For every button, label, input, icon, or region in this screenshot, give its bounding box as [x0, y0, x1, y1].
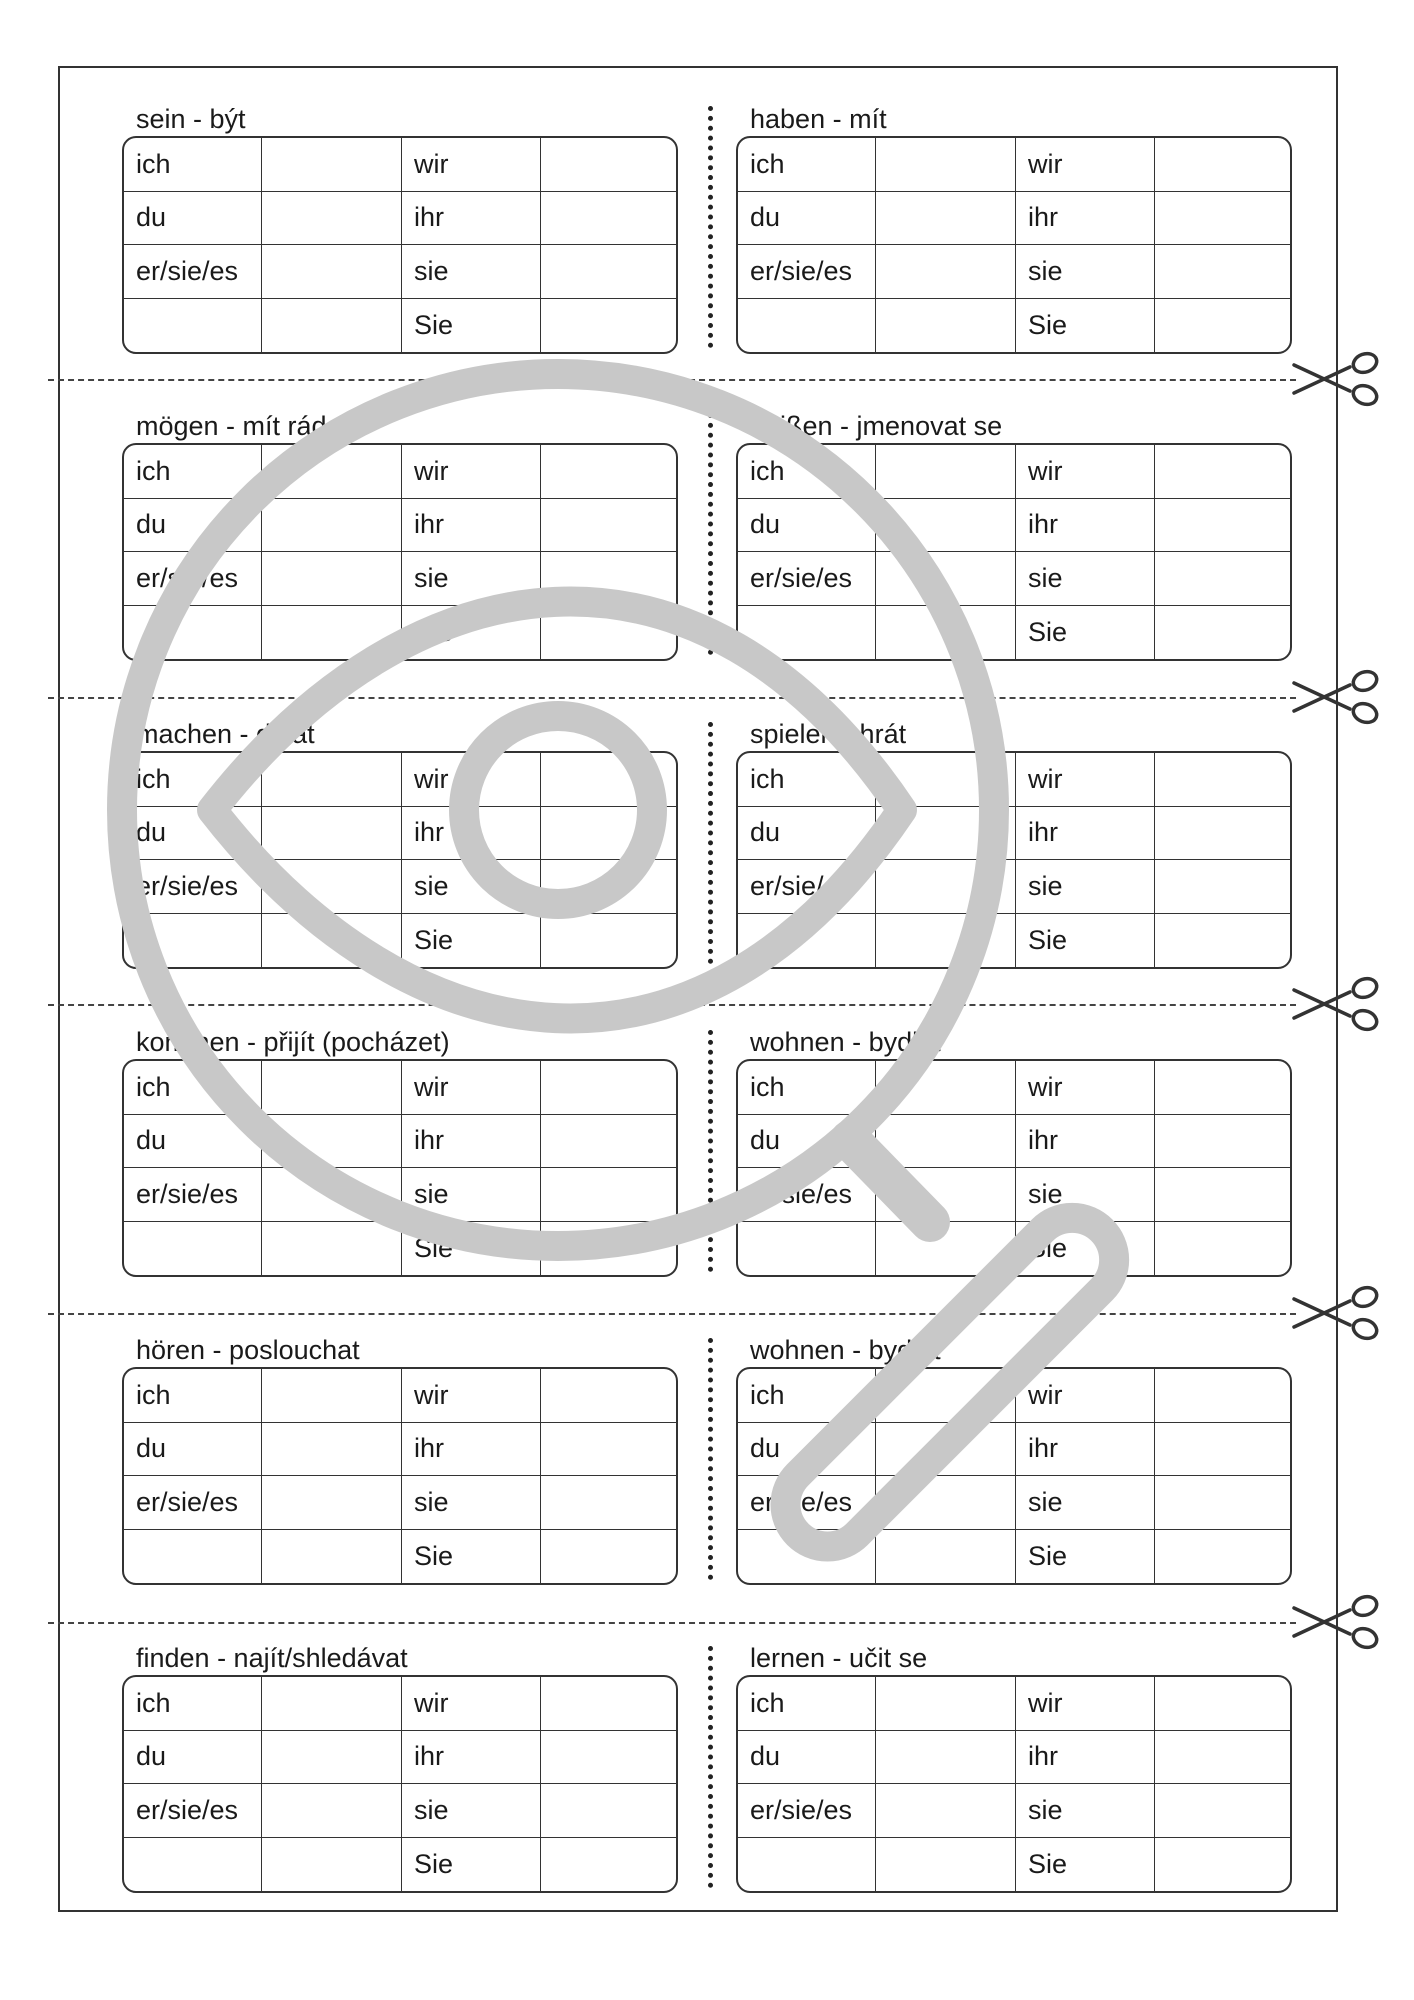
pronoun-cell: du [124, 499, 262, 553]
scissors-icon [1290, 1284, 1382, 1342]
answer-cell[interactable] [262, 1222, 402, 1276]
pronoun-cell: Sie [1016, 1838, 1155, 1892]
pronoun-cell [124, 914, 262, 968]
answer-cell[interactable] [1155, 499, 1290, 553]
answer-cell[interactable] [1155, 914, 1290, 968]
answer-cell[interactable] [541, 1115, 676, 1169]
answer-cell[interactable] [1155, 1061, 1290, 1115]
answer-cell[interactable] [262, 1731, 402, 1785]
pronoun-cell [738, 914, 876, 968]
pronoun-cell: sie [1016, 245, 1155, 299]
pronoun-cell: Sie [1016, 914, 1155, 968]
verb-title: machen - dělat [136, 719, 315, 749]
answer-cell[interactable] [1155, 138, 1290, 192]
pronoun-cell: du [738, 1423, 876, 1477]
pronoun-cell: du [124, 807, 262, 861]
pronoun-cell: ich [124, 1677, 262, 1731]
pronoun-cell: er/sie/es [738, 1168, 876, 1222]
answer-cell[interactable] [876, 245, 1016, 299]
pronoun-cell [738, 1838, 876, 1892]
pronoun-cell: ich [124, 138, 262, 192]
pronoun-cell: ihr [1016, 499, 1155, 553]
pronoun-cell: ihr [1016, 807, 1155, 861]
answer-cell[interactable] [541, 1476, 676, 1530]
answer-cell[interactable] [262, 499, 402, 553]
pronoun-cell: ihr [402, 1731, 541, 1785]
answer-cell[interactable] [262, 1115, 402, 1169]
answer-cell[interactable] [541, 1731, 676, 1785]
verb-title: finden - najít/shledávat [136, 1643, 408, 1673]
pronoun-cell: ihr [1016, 1423, 1155, 1477]
answer-cell[interactable] [1155, 1838, 1290, 1892]
cut-line [48, 1004, 1296, 1006]
answer-cell[interactable] [541, 1530, 676, 1584]
scissors-icon [1290, 1593, 1382, 1651]
pronoun-cell: sie [1016, 1476, 1155, 1530]
answer-cell[interactable] [876, 1677, 1016, 1731]
pronoun-cell [124, 606, 262, 660]
pronoun-cell: ich [738, 138, 876, 192]
verb-title: wohnen - bydlet [750, 1027, 941, 1057]
pronoun-cell: sie [1016, 1784, 1155, 1838]
answer-cell[interactable] [1155, 1168, 1290, 1222]
answer-cell[interactable] [876, 138, 1016, 192]
answer-cell[interactable] [1155, 606, 1290, 660]
answer-cell[interactable] [876, 1222, 1016, 1276]
answer-cell[interactable] [262, 1838, 402, 1892]
pronoun-cell: ich [738, 445, 876, 499]
pronoun-cell: ich [738, 1677, 876, 1731]
verb-title: sein - být [136, 104, 246, 134]
pronoun-cell: er/sie/es [738, 552, 876, 606]
pronoun-cell: ich [738, 753, 876, 807]
answer-cell[interactable] [876, 1731, 1016, 1785]
conjugation-table [122, 443, 678, 661]
pronoun-cell: wir [1016, 753, 1155, 807]
answer-cell[interactable] [1155, 1476, 1290, 1530]
pronoun-cell: er/sie/es [738, 1476, 876, 1530]
cut-line [48, 1313, 1296, 1315]
answer-cell[interactable] [1155, 552, 1290, 606]
answer-cell[interactable] [541, 245, 676, 299]
pronoun-cell: du [124, 192, 262, 246]
pronoun-cell: Sie [402, 1838, 541, 1892]
pronoun-cell: wir [1016, 1061, 1155, 1115]
pronoun-cell: sie [1016, 552, 1155, 606]
pronoun-cell [738, 1530, 876, 1584]
answer-cell[interactable] [541, 1168, 676, 1222]
pronoun-cell [124, 1222, 262, 1276]
answer-cell[interactable] [876, 753, 1016, 807]
pronoun-cell [738, 299, 876, 353]
answer-cell[interactable] [541, 499, 676, 553]
answer-cell[interactable] [541, 914, 676, 968]
fold-line [708, 722, 713, 964]
answer-cell[interactable] [541, 299, 676, 353]
pronoun-cell: du [738, 499, 876, 553]
conjugation-table [736, 1059, 1292, 1277]
answer-cell[interactable] [262, 1423, 402, 1477]
pronoun-cell: ihr [1016, 1115, 1155, 1169]
answer-cell[interactable] [262, 1784, 402, 1838]
pronoun-cell: Sie [402, 1222, 541, 1276]
conjugation-table [122, 136, 678, 354]
pronoun-cell: wir [1016, 1369, 1155, 1423]
answer-cell[interactable] [876, 499, 1016, 553]
conjugation-table [122, 1367, 678, 1585]
answer-cell[interactable] [1155, 860, 1290, 914]
answer-cell[interactable] [541, 606, 676, 660]
pronoun-cell: sie [1016, 1168, 1155, 1222]
answer-cell[interactable] [262, 807, 402, 861]
answer-cell[interactable] [262, 445, 402, 499]
answer-cell[interactable] [1155, 299, 1290, 353]
cut-line [48, 379, 1296, 381]
answer-cell[interactable] [876, 1115, 1016, 1169]
pronoun-cell: Sie [1016, 299, 1155, 353]
pronoun-cell: er/sie/es [124, 552, 262, 606]
answer-cell[interactable] [1155, 1784, 1290, 1838]
pronoun-cell: du [738, 807, 876, 861]
pronoun-cell: sie [402, 245, 541, 299]
scissors-icon [1290, 975, 1382, 1033]
answer-cell[interactable] [1155, 445, 1290, 499]
answer-cell[interactable] [541, 1222, 676, 1276]
answer-cell[interactable] [262, 753, 402, 807]
scissors-icon [1290, 668, 1382, 726]
conjugation-table [122, 1675, 678, 1893]
pronoun-cell: du [738, 1731, 876, 1785]
answer-cell[interactable] [541, 1838, 676, 1892]
pronoun-cell: ihr [1016, 192, 1155, 246]
answer-cell[interactable] [541, 860, 676, 914]
pronoun-cell: ihr [402, 1115, 541, 1169]
answer-cell[interactable] [262, 299, 402, 353]
answer-cell[interactable] [876, 1476, 1016, 1530]
pronoun-cell: Sie [402, 299, 541, 353]
answer-cell[interactable] [262, 1677, 402, 1731]
verb-title: heißen - jmenovat se [750, 411, 1003, 441]
pronoun-cell: Sie [1016, 606, 1155, 660]
verb-title: hören - poslouchat [136, 1335, 360, 1365]
pronoun-cell: er/sie/es [124, 860, 262, 914]
pronoun-cell: du [738, 192, 876, 246]
answer-cell[interactable] [541, 1677, 676, 1731]
verb-title: spielen - hrát [750, 719, 907, 749]
pronoun-cell: Sie [1016, 1530, 1155, 1584]
verb-title: kommen - přijít (pocházet) [136, 1027, 450, 1057]
answer-cell[interactable] [541, 552, 676, 606]
answer-cell[interactable] [876, 1369, 1016, 1423]
verb-title: wohnen - bydlet [750, 1335, 941, 1365]
pronoun-cell: wir [402, 138, 541, 192]
answer-cell[interactable] [541, 1423, 676, 1477]
pronoun-cell: wir [1016, 1677, 1155, 1731]
answer-cell[interactable] [876, 807, 1016, 861]
pronoun-cell: wir [1016, 445, 1155, 499]
answer-cell[interactable] [1155, 807, 1290, 861]
answer-cell[interactable] [876, 1423, 1016, 1477]
answer-cell[interactable] [1155, 192, 1290, 246]
pronoun-cell: wir [402, 1369, 541, 1423]
cut-line [48, 1622, 1296, 1624]
fold-line [708, 413, 713, 655]
answer-cell[interactable] [1155, 1530, 1290, 1584]
verb-title: mögen - mít rád [136, 411, 327, 441]
conjugation-table [736, 1675, 1292, 1893]
answer-cell[interactable] [876, 1530, 1016, 1584]
scissors-icon [1290, 350, 1382, 408]
answer-cell[interactable] [1155, 753, 1290, 807]
answer-cell[interactable] [876, 552, 1016, 606]
pronoun-cell: du [124, 1423, 262, 1477]
answer-cell[interactable] [1155, 1677, 1290, 1731]
answer-cell[interactable] [876, 860, 1016, 914]
conjugation-table [122, 751, 678, 969]
fold-line [708, 106, 713, 348]
answer-cell[interactable] [876, 1784, 1016, 1838]
answer-cell[interactable] [262, 192, 402, 246]
pronoun-cell [124, 1838, 262, 1892]
pronoun-cell: ich [738, 1061, 876, 1115]
fold-line [708, 1030, 713, 1272]
answer-cell[interactable] [876, 1061, 1016, 1115]
answer-cell[interactable] [262, 552, 402, 606]
answer-cell[interactable] [262, 1369, 402, 1423]
pronoun-cell: wir [402, 445, 541, 499]
answer-cell[interactable] [541, 807, 676, 861]
answer-cell[interactable] [1155, 1222, 1290, 1276]
pronoun-cell: Sie [402, 1530, 541, 1584]
answer-cell[interactable] [876, 299, 1016, 353]
pronoun-cell: ihr [402, 192, 541, 246]
answer-cell[interactable] [541, 138, 676, 192]
pronoun-cell: sie [402, 552, 541, 606]
pronoun-cell: ich [124, 445, 262, 499]
answer-cell[interactable] [262, 1476, 402, 1530]
answer-cell[interactable] [1155, 1731, 1290, 1785]
answer-cell[interactable] [876, 192, 1016, 246]
answer-cell[interactable] [262, 860, 402, 914]
conjugation-table [736, 1367, 1292, 1585]
answer-cell[interactable] [262, 138, 402, 192]
pronoun-cell [738, 606, 876, 660]
pronoun-cell: wir [402, 1061, 541, 1115]
pronoun-cell: ihr [1016, 1731, 1155, 1785]
answer-cell[interactable] [876, 606, 1016, 660]
pronoun-cell: er/sie/es [124, 1476, 262, 1530]
answer-cell[interactable] [541, 445, 676, 499]
answer-cell[interactable] [262, 1061, 402, 1115]
answer-cell[interactable] [1155, 1423, 1290, 1477]
answer-cell[interactable] [262, 606, 402, 660]
answer-cell[interactable] [1155, 1115, 1290, 1169]
pronoun-cell [738, 1222, 876, 1276]
answer-cell[interactable] [541, 1369, 676, 1423]
pronoun-cell [124, 1530, 262, 1584]
pronoun-cell: Sie [402, 606, 541, 660]
pronoun-cell: er/sie/es [738, 245, 876, 299]
answer-cell[interactable] [541, 753, 676, 807]
pronoun-cell: ihr [402, 807, 541, 861]
answer-cell[interactable] [541, 1784, 676, 1838]
answer-cell[interactable] [876, 445, 1016, 499]
pronoun-cell: ich [124, 1061, 262, 1115]
pronoun-cell: ihr [402, 499, 541, 553]
answer-cell[interactable] [262, 245, 402, 299]
pronoun-cell: wir [1016, 138, 1155, 192]
pronoun-cell: er/sie/es [124, 245, 262, 299]
conjugation-table [736, 751, 1292, 969]
conjugation-table [736, 443, 1292, 661]
answer-cell[interactable] [262, 1530, 402, 1584]
answer-cell[interactable] [876, 914, 1016, 968]
pronoun-cell: er/sie/es [124, 1784, 262, 1838]
pronoun-cell: er/sie/es [738, 1784, 876, 1838]
verb-title: lernen - učit se [750, 1643, 928, 1673]
pronoun-cell: ich [124, 1369, 262, 1423]
pronoun-cell: ihr [402, 1423, 541, 1477]
pronoun-cell: wir [402, 753, 541, 807]
fold-line [708, 1646, 713, 1888]
cut-line [48, 697, 1296, 699]
pronoun-cell: Sie [402, 914, 541, 968]
pronoun-cell: sie [402, 860, 541, 914]
verb-title: haben - mít [750, 104, 887, 134]
answer-cell[interactable] [876, 1838, 1016, 1892]
conjugation-table [122, 1059, 678, 1277]
pronoun-cell: wir [402, 1677, 541, 1731]
pronoun-cell: sie [402, 1476, 541, 1530]
answer-cell[interactable] [876, 1168, 1016, 1222]
pronoun-cell: sie [402, 1784, 541, 1838]
conjugation-table [736, 136, 1292, 354]
answer-cell[interactable] [1155, 245, 1290, 299]
answer-cell[interactable] [1155, 1369, 1290, 1423]
pronoun-cell: er/sie/es [738, 860, 876, 914]
pronoun-cell: er/sie/es [124, 1168, 262, 1222]
answer-cell[interactable] [262, 1168, 402, 1222]
answer-cell[interactable] [262, 914, 402, 968]
pronoun-cell [124, 299, 262, 353]
pronoun-cell: ich [124, 753, 262, 807]
pronoun-cell: du [124, 1115, 262, 1169]
pronoun-cell: du [738, 1115, 876, 1169]
pronoun-cell: sie [1016, 860, 1155, 914]
pronoun-cell: sie [402, 1168, 541, 1222]
pronoun-cell: ich [738, 1369, 876, 1423]
fold-line [708, 1338, 713, 1580]
answer-cell[interactable] [541, 1061, 676, 1115]
answer-cell[interactable] [541, 192, 676, 246]
pronoun-cell: Sie [1016, 1222, 1155, 1276]
pronoun-cell: du [124, 1731, 262, 1785]
